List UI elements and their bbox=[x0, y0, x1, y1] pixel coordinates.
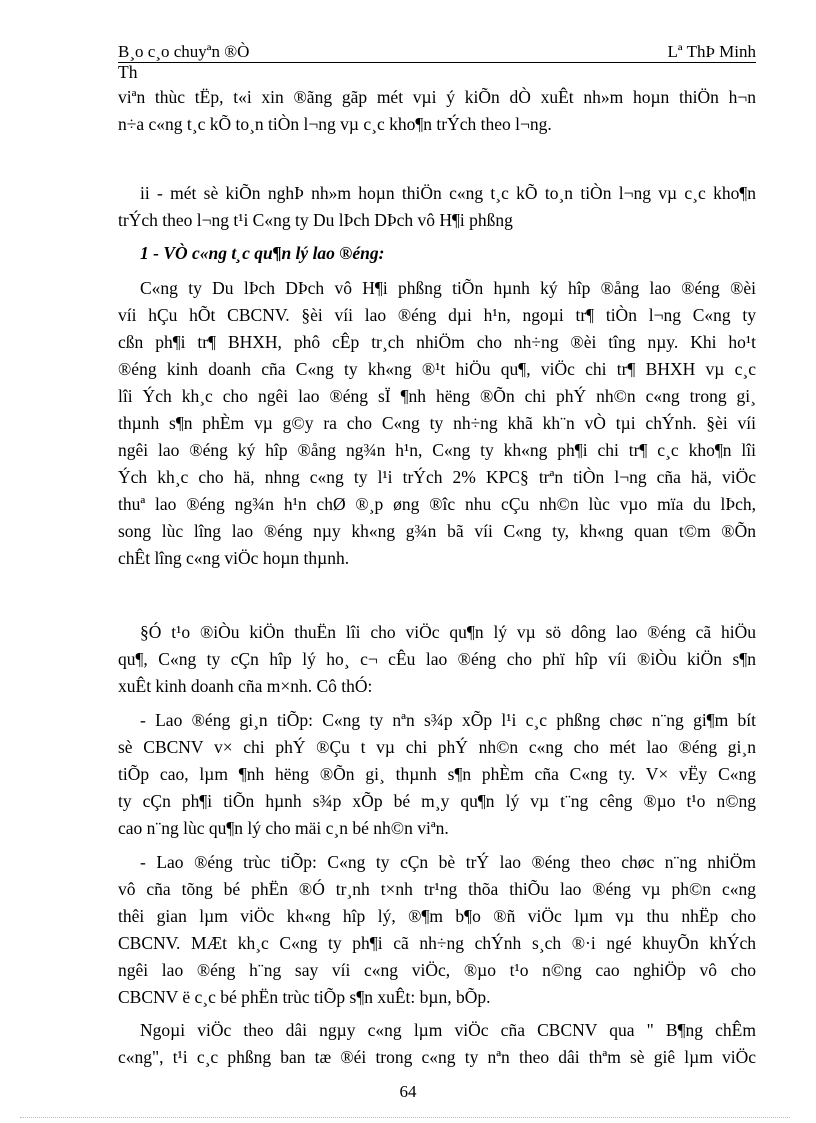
paragraph bbox=[118, 1017, 756, 1071]
text-line: Ých kh¸c cho hä, nhng c«ng ty l¹i trÝch 2% KPC§ trªn tiÒn l¬ng cña hä, viÖc bbox=[118, 467, 756, 487]
text-line: cao n¨ng lùc qu¶n lý cho mäi c¸n bé nh©n viªn. bbox=[118, 818, 449, 838]
text-line: lîi Ých kh¸c cho ngêi lao ®éng sÏ ¶nh hëng ®Õn chi phÝ nh©n c«ng trong gi¸ bbox=[118, 386, 756, 406]
text-line: ®éng kinh doanh cña C«ng ty kh«ng ®¹t hiÖu qu¶, viÖc chi tr¶ BHXH vµ c¸c bbox=[118, 359, 756, 379]
text-line: C«ng ty Du lÞch DÞch vô H¶i phßng tiÕn hµnh ký hîp ®ång lao ®éng ®èi bbox=[140, 278, 756, 298]
text-line: Th bbox=[118, 62, 138, 82]
text-line: sè CBCNV v× chi phÝ ®Çu t vµ chi phÝ nh©n c«ng cho mét lao ®éng gi¸n bbox=[118, 737, 756, 757]
text-line: - Lao ®éng gi¸n tiÕp: C«ng ty nªn s¾p xÕp l¹i c¸c phßng chøc n¨ng gi¶m bít bbox=[140, 710, 756, 730]
paragraph bbox=[118, 84, 756, 138]
paragraph bbox=[118, 849, 756, 1011]
text-line: trÝch theo l¬ng t¹i C«ng ty Du lÞch DÞch vô H¶i phßng bbox=[118, 210, 513, 230]
text-line: thµnh s¶n phÈm vµ g©y ra cho C«ng ty nh÷ng khã kh¨n vÒ tµi chÝnh. §èi víi bbox=[118, 413, 756, 433]
page-number: 64 bbox=[399, 1082, 417, 1101]
text-line: víi hÇu hÕt CBCNV. §èi víi lao ®éng dµi h¹n, ngoµi tr¶ tiÒn l¬ng C«ng ty bbox=[118, 305, 756, 325]
text-line: ii - mét sè kiÕn nghÞ nh»m hoµn thiÖn c«ng t¸c kÕ to¸n tiÒn l¬ng vµ c¸c kho¶n bbox=[140, 183, 756, 203]
text-line: thêi gian lµm viÖc kh«ng hîp lý, ®¶m b¶o ®ñ viÖc lµm vµ thu nhËp cho bbox=[118, 906, 756, 926]
text-line: - Lao ®éng trùc tiÕp: C«ng ty cÇn bè trÝ lao ®éng theo chøc n¨ng nhiÖm bbox=[140, 852, 756, 872]
text-line: n÷a c«ng t¸c kÕ to¸n tiÒn l¬ng vµ c¸c kho¶n trÝch theo l¬ng. bbox=[118, 114, 552, 134]
text-line: CBCNV ë c¸c bé phËn trùc tiÕp s¶n xuÊt: bµn, bÕp. bbox=[118, 987, 491, 1007]
header-report-title: B¸o c¸o chuyªn ®Ò bbox=[118, 42, 250, 61]
text-line: qu¶, C«ng ty cÇn hîp lý ho¸ c¬ cÊu lao ®éng cho phï hîp víi ®iÒu kiÖn s¶n bbox=[118, 649, 756, 669]
paragraph bbox=[118, 619, 756, 700]
text-line: ngêi lao ®éng h¨ng say víi c«ng viÖc, ®µo t¹o n©ng cao nghiÖp vô cho bbox=[118, 960, 756, 980]
text-line: CBCNV. MÆt kh¸c C«ng ty ph¶i cã nh÷ng chÝnh s¸ch ®·i ngé khuyÕn khÝch bbox=[118, 933, 756, 953]
page-bottom-divider bbox=[20, 1117, 790, 1118]
text-line: c«ng", t¹i c¸c phßng ban tæ ®éi trong c«ng ty nªn theo dâi thªm sè giê lµm viÖc bbox=[118, 1047, 756, 1067]
paragraph bbox=[118, 180, 756, 234]
text-line: chÊt lîng c«ng viÖc hoµn thµnh. bbox=[118, 548, 350, 568]
text-line: song lùc lîng lao ®éng nµy kh«ng g¾n bã víi C«ng ty, kh«ng quan t©m ®Õn bbox=[118, 521, 756, 541]
text-line: cßn ph¶i tr¶ BHXH, phô cÊp tr¸ch nhiÖm cho nh÷ng ®èi tîng nµy. Khi ho¹t bbox=[118, 332, 756, 352]
text-line: xuÊt kinh doanh cña m×nh. Cô thÓ: bbox=[118, 676, 373, 696]
text-line: vô cña tõng bé phËn ®Ó tr¸nh t×nh tr¹ng thõa thiÕu lao ®éng vµ ph©n c«ng bbox=[118, 879, 756, 899]
text-line: ngêi lao ®éng ký hîp ®ång ng¾n h¹n, C«ng ty kh«ng ph¶i chi tr¶ c¸c kho¶n lîi bbox=[118, 440, 756, 460]
paragraph bbox=[118, 59, 756, 86]
paragraph bbox=[118, 707, 756, 842]
text-line: thuª lao ®éng ng¾n h¹n chØ ®¸p øng ®îc nhu cÇu nh©n lùc vµo mïa du lÞch, bbox=[118, 494, 756, 514]
text-line: §Ó t¹o ®iÒu kiÖn thuËn lîi cho viÖc qu¶n lý vµ sö dông lao ®éng cã hiÖu bbox=[140, 622, 756, 642]
text-line: ty cÇn ph¶i tiÕn hµnh s¾p xÕp bé m¸y qu¶n lý vµ t¨ng cêng ®µo t¹o n©ng bbox=[118, 791, 756, 811]
header-author: Lª ThÞ Minh bbox=[667, 42, 756, 61]
text-line: Ngoµi viÖc theo dâi ngµy c«ng lµm viÖc cña CBCNV qua " B¶ng chÊm bbox=[140, 1020, 756, 1040]
text-line: viªn thùc tËp, t«i xin ®ãng gãp mét vµi ý kiÕn dÒ xuÊt nh»m hoµn thiÖn h¬n bbox=[118, 87, 756, 107]
paragraph bbox=[118, 275, 756, 572]
section-heading bbox=[118, 240, 756, 267]
text-line: tiÕp cao, lµm ¶nh hëng ®Õn gi¸ thµnh s¶n phÈm cña C«ng ty. V× vËy C«ng bbox=[118, 764, 756, 784]
text-line: 1 - VÒ c«ng t¸c qu¶n lý lao ®éng: bbox=[140, 243, 385, 263]
